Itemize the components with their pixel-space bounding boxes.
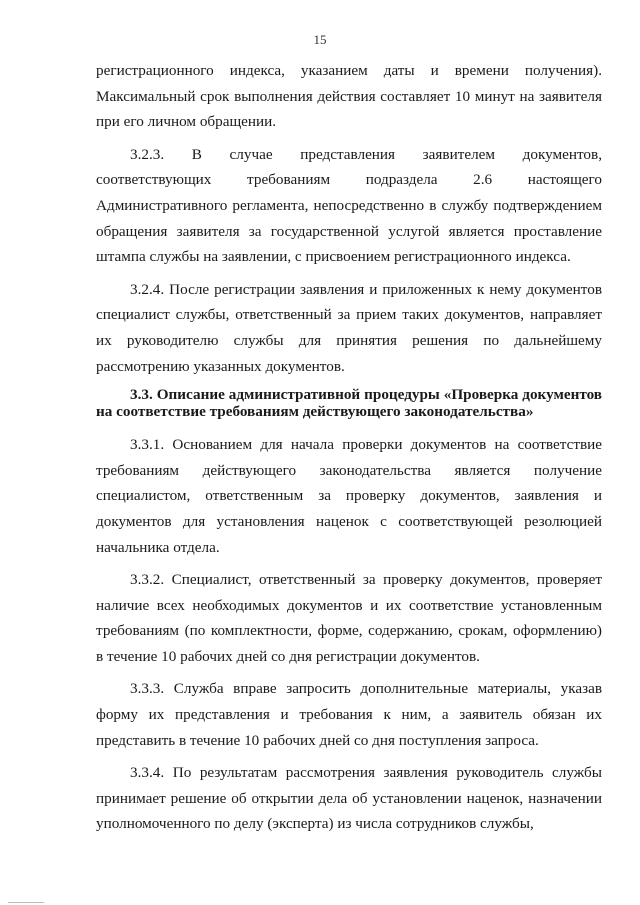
paragraph-3-2-4: 3.2.4. После регистрации заявления и приложенных к нему документов специалист службы, ответственный за прием таких документов, направляет их руководителю службы для принятия решения по дальнейшему рассмотрению указанных документов. <box>96 280 602 375</box>
paragraph-3-2-3: 3.2.3. В случае представления заявителем документов, соответствующих требованиям подраздела 2.6 настоящего Административного регламента, непосредственно в службу подтверждением обращения заявителя за государственной услугой является проставление штампа службы на заявлении, с присвоением регистрационного индекса. <box>96 145 602 266</box>
paragraph-3-3-1: 3.3.1. Основанием для начала проверки документов на соответствие требованиям действующего законодательства является получение специалистом, ответственным за проверку документов, заявления и документов для установления наценок с соответствующей резолюцией начальника отдела. <box>96 436 602 556</box>
document-body <box>96 58 602 844</box>
section-heading-3-3: 3.3. Описание административной процедуры «Проверка документов на соответствие требованиям действующего законодательства» <box>96 386 602 421</box>
paragraph-3-3-4: 3.3.4. По результатам рассмотрения заявления руководитель службы принимает решение об открытии дела об установлении наценок, назначении уполномоченного по делу (эксперта) из числа сотрудников службы, <box>96 764 602 833</box>
page-number: 15 <box>313 32 327 47</box>
paragraph-continued: регистрационного индекса, указанием даты и времени получения). Максимальный срок выполнения действия составляет 10 минут на заявителя при его личном обращении. <box>96 62 602 131</box>
paragraph-3-3-2: 3.3.2. Специалист, ответственный за проверку документов, проверяет наличие всех необходимых документов и их соответствие установленным требованиям (по комплектности, форме, содержанию, срокам, оформлению) в течение 10 рабочих дней со дня регистрации документов. <box>96 571 602 665</box>
scan-edge-mark <box>8 902 44 903</box>
paragraph-3-3-3: 3.3.3. Служба вправе запросить дополнительные материалы, указав форму их представления и требования к ним, а заявитель обязан их представить в течение 10 рабочих дней со дня поступления запроса. <box>96 680 602 749</box>
